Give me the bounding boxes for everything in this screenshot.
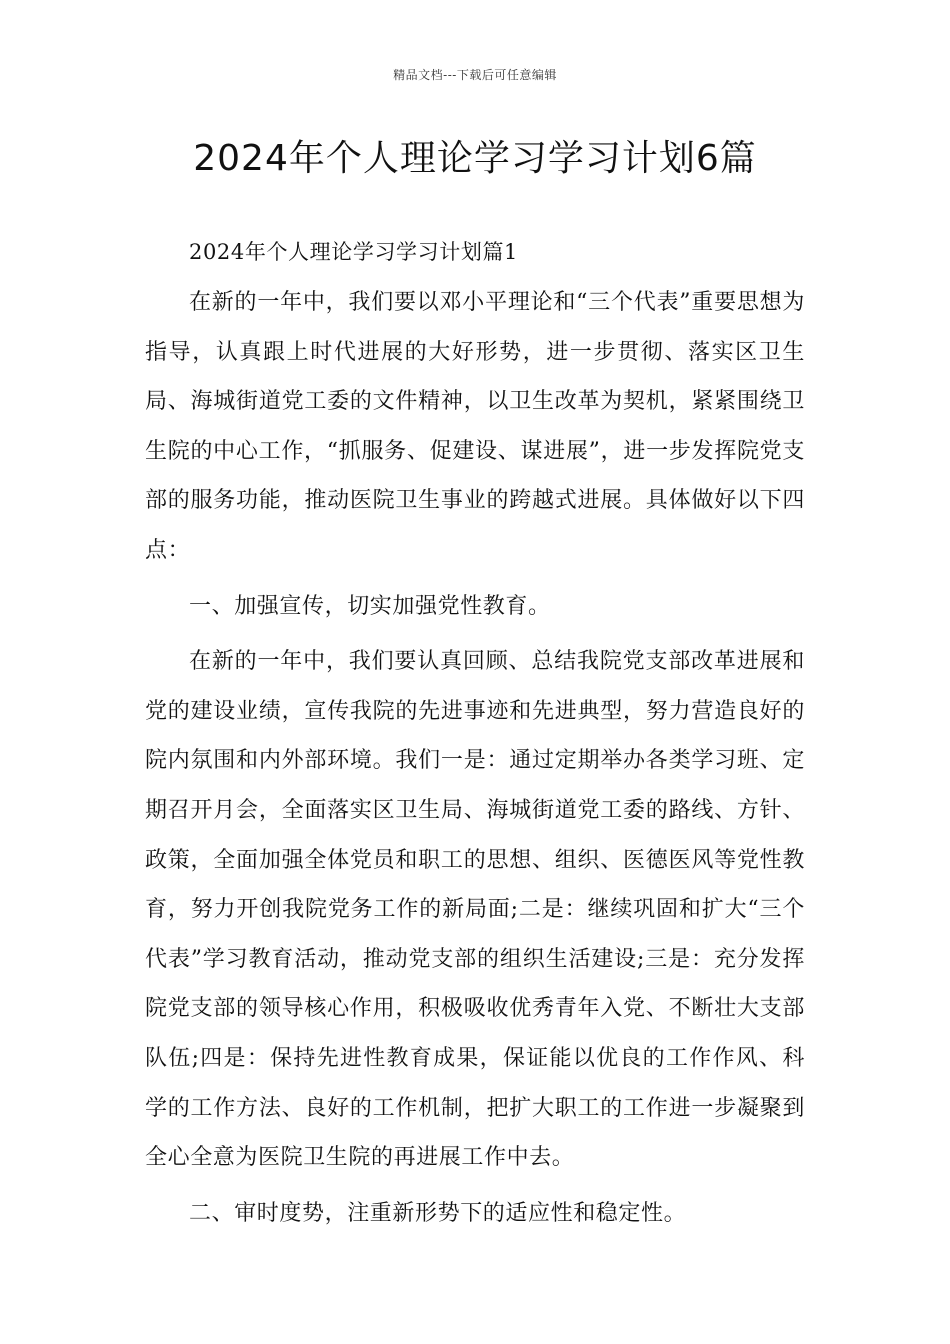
section-heading-1: 一、加强宣传，切实加强党性教育。 xyxy=(189,593,551,619)
header-note: 精品文档---下载后可任意编辑 xyxy=(393,68,557,82)
document-body xyxy=(145,232,805,1244)
paragraph-section-1: 在新的一年中，我们要认真回顾、总结我院党支部改革进展和党的建设业绩，宣传我院的先进事迹和先进典型，努力营造良好的院内氛围和内外部环境。我们一是：通过定期举办各类学习班、定期召开月会，全面落实区卫生局、海城街道党工委的路线、方针、政策，全面加强全体党员和职工的思想、组织、医德医风等党性教育，努力开创我院党务工作的新局面;二是：继续巩固和扩大“三个代表”学习教育活动，推动党支部的组织生活建设;三是：充分发挥院党支部的领导核心作用，积极吸收优秀青年入党、不断壮大支部队伍;四是：保持先进性教育成果，保证能以优良的工作作风、科学的工作方法、良好的工作机制，把扩大职工的工作进一步凝聚到全心全意为医院卫生院的再进展工作中去。 xyxy=(145,649,805,1171)
document-title: 2024年个人理论学习学习计划6篇 xyxy=(193,138,757,179)
section-subtitle: 2024年个人理论学习学习计划篇1 xyxy=(189,240,519,264)
paragraph-intro: 在新的一年中，我们要以邓小平理论和“三个代表”重要思想为指导，认真跟上时代进展的大好形势，进一步贯彻、落实区卫生局、海城街道党工委的文件精神，以卫生改革为契机，紧紧围绕卫生院的中心工作，“抓服务、促建设、谋进展”，进一步发挥院党支部的服务功能，推动医院卫生事业的跨越式进展。具体做好以下四点： xyxy=(145,290,805,563)
section-heading-2: 二、审时度势，注重新形势下的适应性和稳定性。 xyxy=(189,1200,687,1226)
